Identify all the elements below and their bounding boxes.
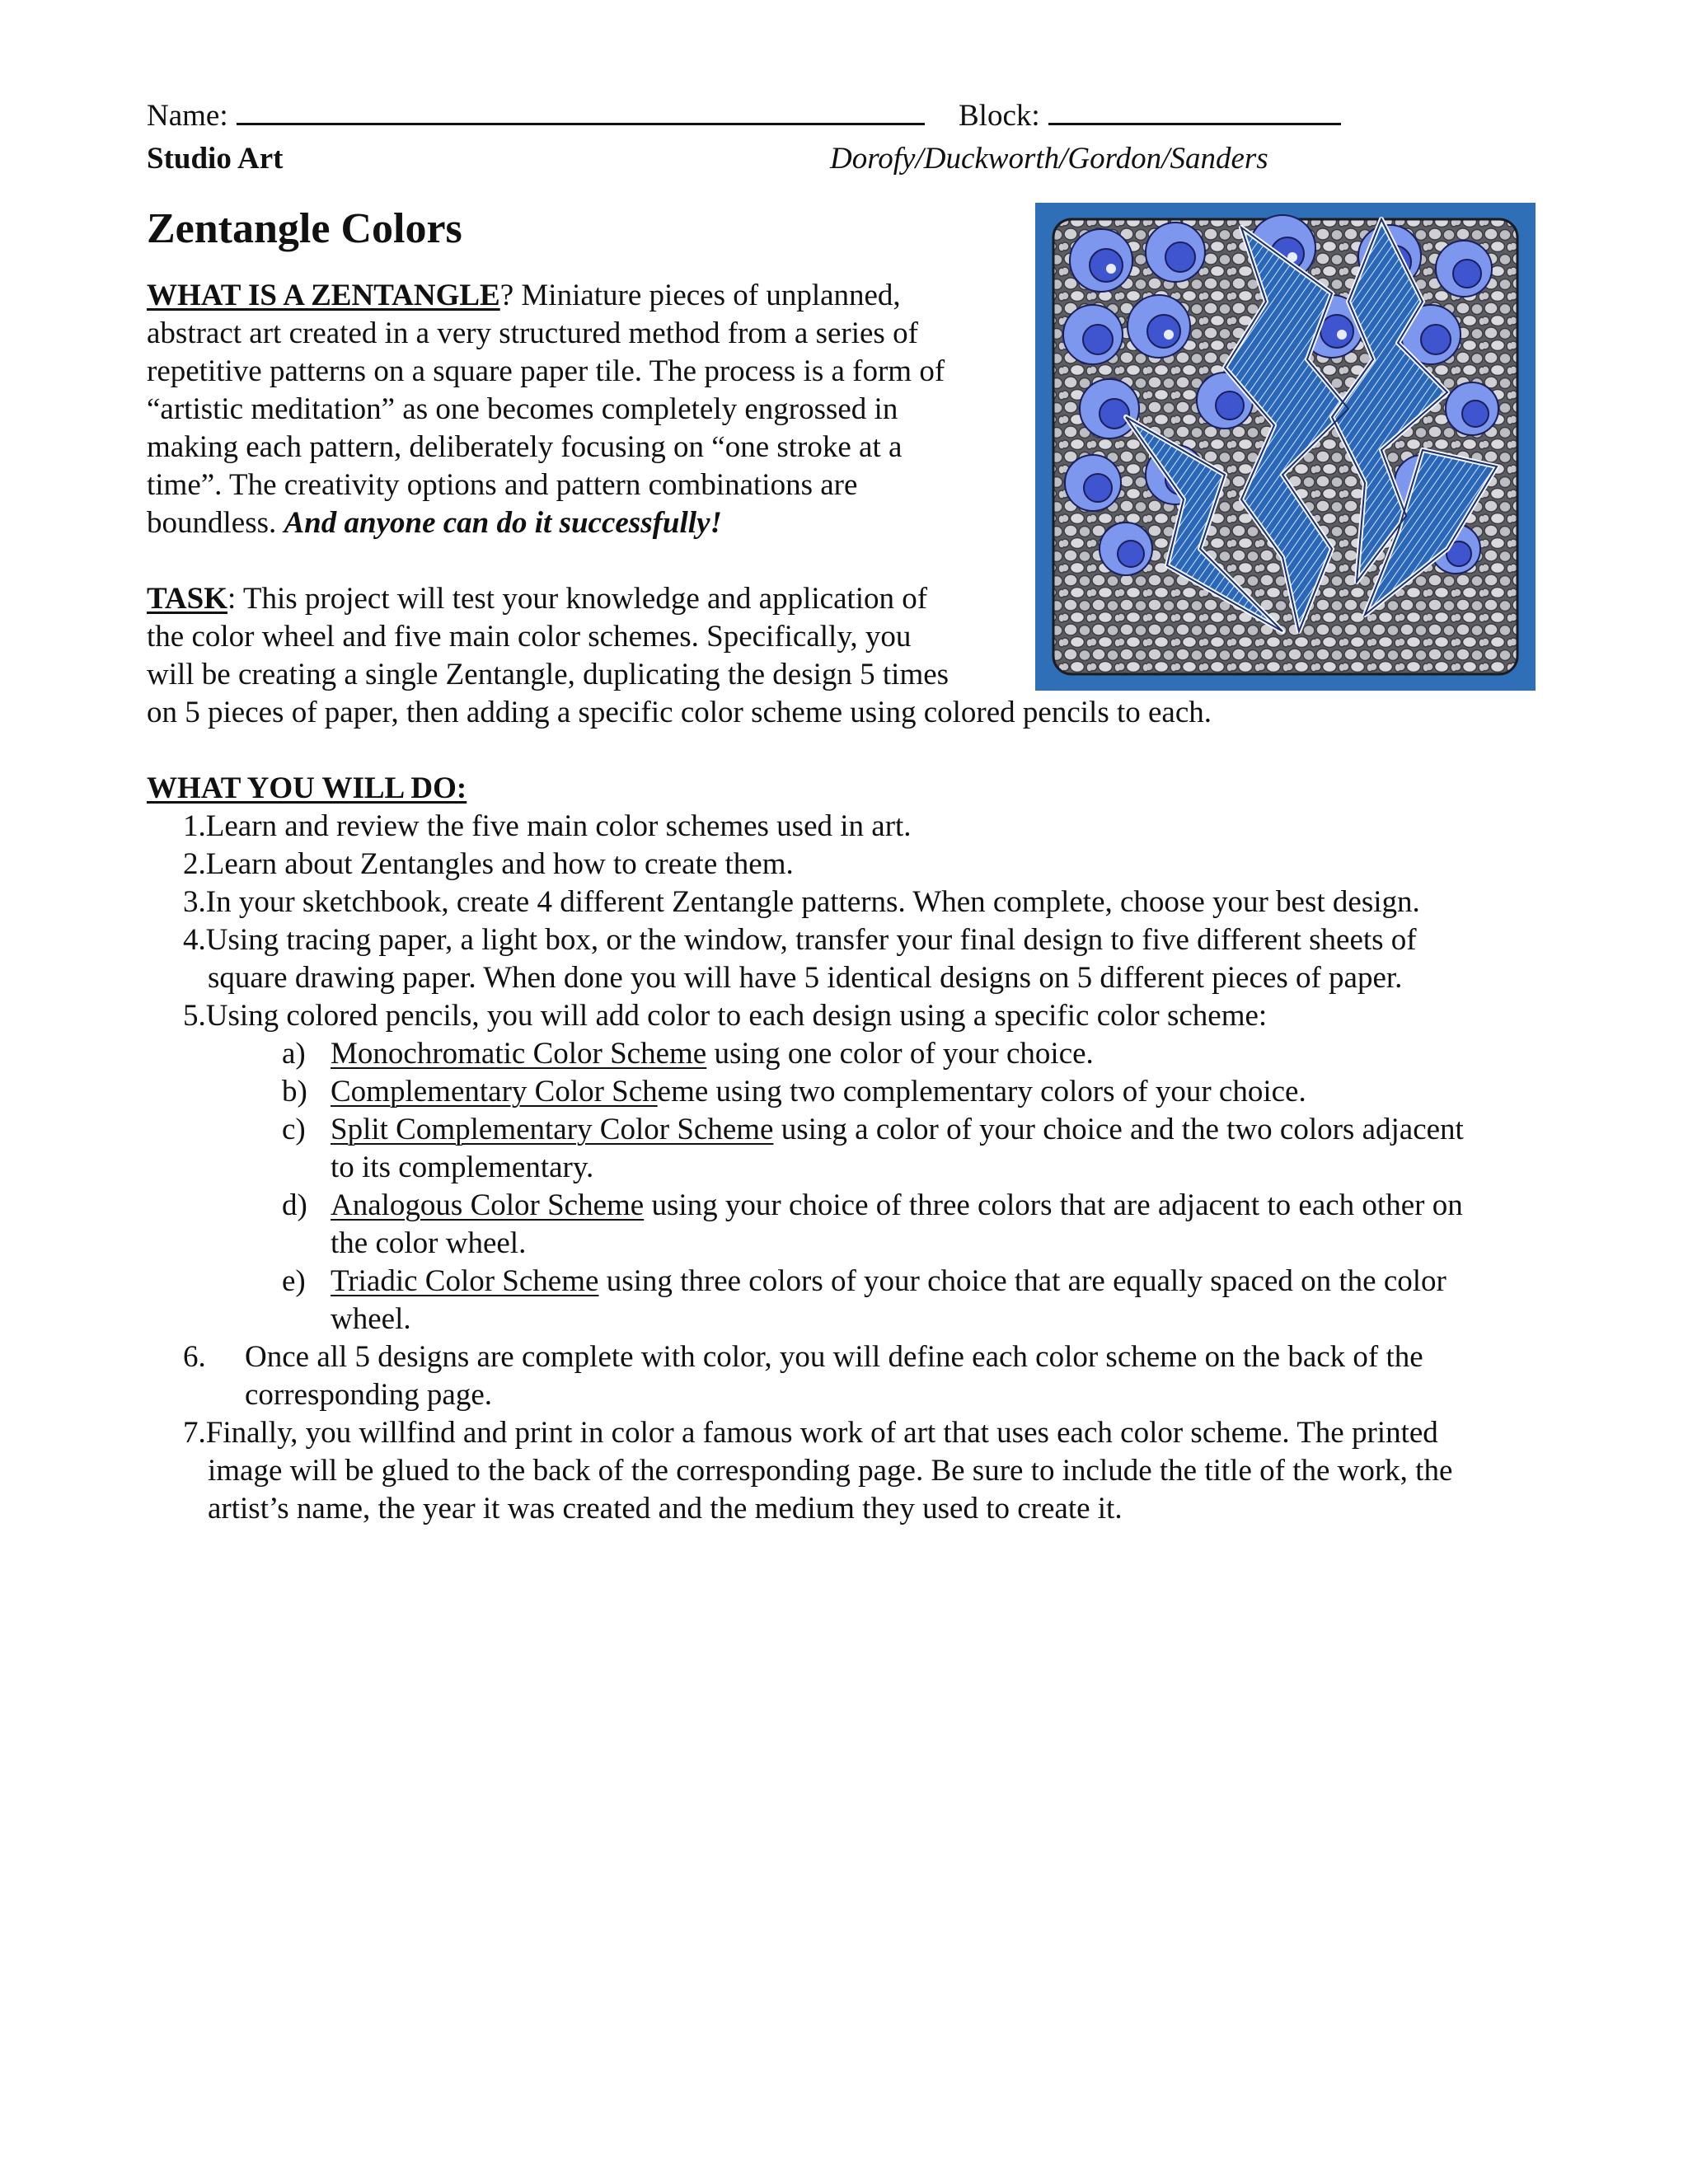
step-number: 3. bbox=[183, 885, 206, 919]
task-line-2: the color wheel and five main color schemes. Specifically, you bbox=[147, 620, 912, 654]
step-number: 1. bbox=[183, 809, 206, 843]
scheme-d-cont: the color wheel. bbox=[331, 1226, 527, 1260]
intro-line-5: making each pattern, deliberately focusing on “one stroke at a bbox=[147, 430, 903, 464]
step-number: 5. bbox=[183, 999, 206, 1033]
intro-line-1 bbox=[147, 277, 901, 315]
scheme-b-name: Complementary Color Sch bbox=[331, 1075, 658, 1108]
step-6-cont: corresponding page. bbox=[245, 1378, 493, 1412]
page-title: Zentangle Colors bbox=[147, 205, 462, 252]
intro-line-7 bbox=[147, 504, 722, 542]
intro-line-3: repetitive patterns on a square paper tile. The process is a form of bbox=[147, 354, 945, 388]
step-number: 7. bbox=[183, 1416, 206, 1450]
teacher-names: Dorofy/Duckworth/Gordon/Sanders bbox=[830, 142, 1268, 176]
intro-heading: WHAT IS A ZENTANGLE bbox=[147, 279, 500, 312]
name-blank-line bbox=[237, 101, 925, 125]
block-blank-line bbox=[1048, 101, 1341, 125]
scheme-b bbox=[331, 1073, 1306, 1111]
name-label: Name: bbox=[147, 99, 228, 133]
step-text: Finally, you willfind and print in color a famous work of art that uses each color scheme. The printed bbox=[205, 1416, 1438, 1450]
intro-text: ? Miniature pieces of unplanned, bbox=[499, 279, 901, 312]
task-line-1 bbox=[147, 580, 927, 618]
steps-heading: WHAT YOU WILL DO: bbox=[147, 771, 467, 805]
zentangle-artwork bbox=[1035, 203, 1536, 691]
name-field bbox=[147, 97, 925, 135]
step-text: Using tracing paper, a light box, or the window, transfer your final design to five different sheets of bbox=[205, 923, 1417, 957]
step-1 bbox=[183, 808, 912, 846]
step-4 bbox=[183, 921, 1417, 959]
scheme-e-cont: wheel. bbox=[331, 1302, 411, 1336]
block-field bbox=[959, 97, 1341, 135]
step-number: 2. bbox=[183, 847, 206, 881]
scheme-text: using three colors of your choice that are equally spaced on the color bbox=[598, 1264, 1447, 1298]
scheme-text: using your choice of three colors that are adjacent to each other on bbox=[644, 1188, 1463, 1222]
scheme-d-letter: d) bbox=[282, 1188, 307, 1222]
intro-line-6: time”. The creativity options and pattern combinations are bbox=[147, 468, 858, 502]
scheme-e bbox=[331, 1263, 1447, 1301]
scheme-a-name: Monochromatic Color Scheme bbox=[331, 1037, 707, 1071]
task-line-4: on 5 pieces of paper, then adding a specific color scheme using colored pencils to each. bbox=[147, 696, 1212, 729]
step-7-cont-2: artist’s name, the year it was created and the medium they used to create it. bbox=[208, 1492, 1123, 1526]
step-7-cont-1: image will be glued to the back of the corresponding page. Be sure to include the title of the work, the bbox=[208, 1454, 1453, 1488]
step-2 bbox=[183, 846, 794, 883]
scheme-b-letter: b) bbox=[282, 1075, 307, 1108]
scheme-a bbox=[331, 1035, 1094, 1073]
scheme-e-name: Triadic Color Scheme bbox=[331, 1264, 599, 1298]
task-heading: TASK bbox=[147, 582, 228, 616]
task-text: : This project will test your knowledge and application of bbox=[227, 582, 928, 616]
course-name: Studio Art bbox=[147, 142, 284, 176]
scheme-c-letter: c) bbox=[282, 1113, 306, 1146]
step-5 bbox=[183, 997, 1267, 1035]
scheme-d-name: Analogous Color Scheme bbox=[331, 1188, 645, 1222]
intro-emphasis: And anyone can do it successfully! bbox=[284, 506, 722, 540]
scheme-b-tail: eme bbox=[657, 1075, 709, 1108]
scheme-text: using two complementary colors of your choice. bbox=[708, 1075, 1306, 1108]
scheme-c-name: Split Complementary Color Scheme bbox=[331, 1113, 774, 1146]
scheme-text: using one color of your choice. bbox=[706, 1037, 1094, 1071]
step-6-number: 6. bbox=[183, 1340, 206, 1374]
intro-line-4: “artistic meditation” as one becomes completely engrossed in bbox=[147, 392, 898, 426]
step-text: In your sketchbook, create 4 different Zentangle patterns. When complete, choose your best design. bbox=[205, 885, 1420, 919]
block-label: Block: bbox=[959, 99, 1040, 133]
step-4-cont: square drawing paper. When done you will have 5 identical designs on 5 different pieces of paper. bbox=[208, 961, 1403, 995]
task-line-3: will be creating a single Zentangle, duplicating the design 5 times bbox=[147, 658, 950, 691]
step-text: Learn about Zentangles and how to create them. bbox=[205, 847, 794, 881]
step-6: Once all 5 designs are complete with color, you will define each color scheme on the back of the bbox=[245, 1340, 1423, 1374]
scheme-c-cont: to its complementary. bbox=[331, 1151, 594, 1184]
step-text: Using colored pencils, you will add color to each design using a specific color scheme: bbox=[205, 999, 1268, 1033]
scheme-a-letter: a) bbox=[282, 1037, 306, 1071]
step-text: Learn and review the five main color schemes used in art. bbox=[205, 809, 912, 843]
intro-text: boundless. bbox=[147, 506, 284, 540]
scheme-c bbox=[331, 1111, 1464, 1149]
intro-line-2: abstract art created in a very structured method from a series of bbox=[147, 316, 918, 350]
scheme-text: using a color of your choice and the two colors adjacent bbox=[773, 1113, 1464, 1146]
step-3 bbox=[183, 883, 1420, 921]
step-7 bbox=[183, 1414, 1438, 1452]
step-number: 4. bbox=[183, 923, 206, 957]
scheme-e-letter: e) bbox=[282, 1264, 306, 1298]
scheme-d bbox=[331, 1187, 1463, 1225]
